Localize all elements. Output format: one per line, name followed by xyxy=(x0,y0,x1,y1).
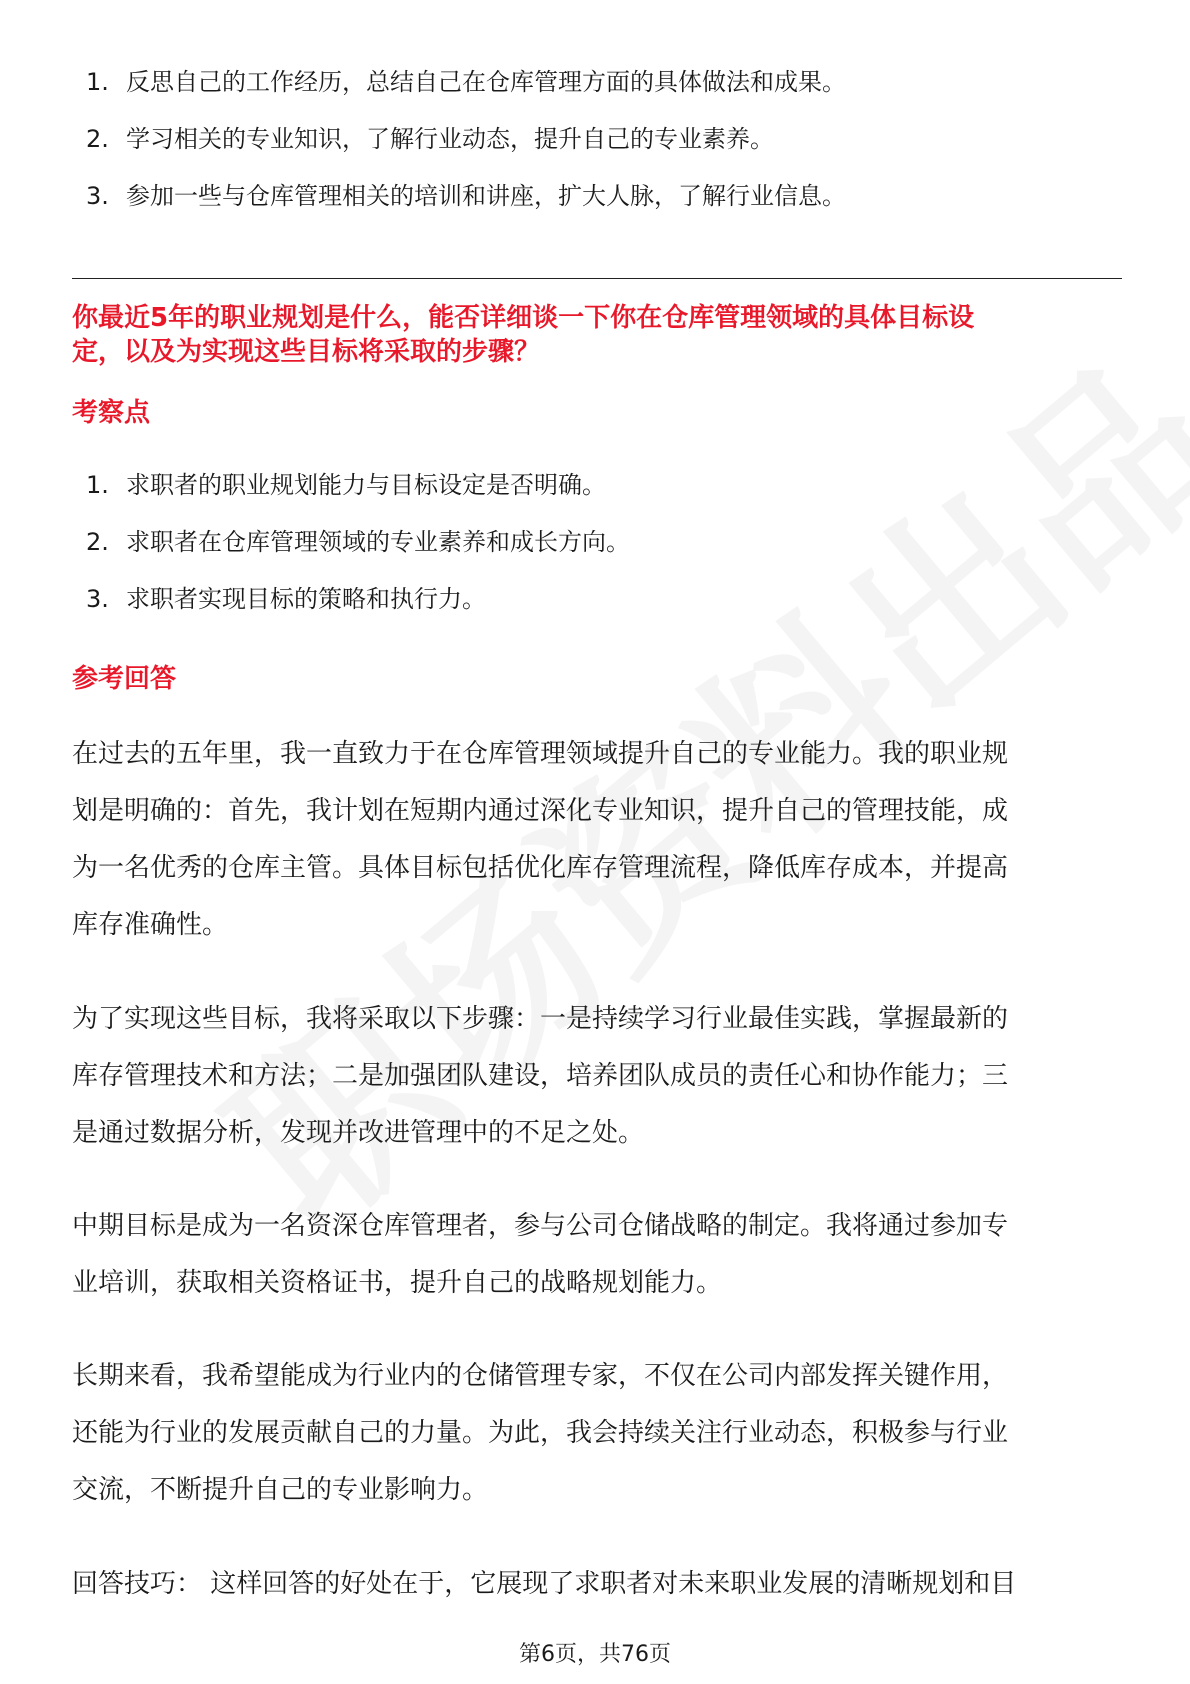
question-line-2: 定，以及为实现这些目标将采取的步骤？ xyxy=(72,337,541,367)
list-item: 3. 求职者实现目标的策略和执行力。 xyxy=(86,585,486,613)
evaluation-points-heading: 考察点 xyxy=(72,398,151,428)
list-item: 1. 反思自己的工作经历，总结自己在仓库管理方面的具体做法和成果。 xyxy=(86,68,846,96)
interview-question xyxy=(72,301,1122,369)
reference-answer-heading: 参考回答 xyxy=(72,664,177,694)
list-item: 3. 参加一些与仓库管理相关的培训和讲座，扩大人脉，了解行业信息。 xyxy=(86,182,846,210)
list-item: 2. 学习相关的专业知识，了解行业动态，提升自己的专业素养。 xyxy=(86,125,774,153)
answer-tips-paragraph: 回答技巧： 这样回答的好处在于，它展现了求职者对未来职业发展的清晰规划和目 xyxy=(72,1569,1017,1599)
section-divider xyxy=(72,278,1122,279)
answer-paragraph-2: 为了实现这些目标，我将采取以下步骤：一是持续学习行业最佳实践，掌握最新的 库存管理技术和方法；二是加强团队建设，培养团队成员的责任心和协作能力；三 是通过数据分析，发现并改进管理中的不足之处。 xyxy=(72,1004,1009,1148)
top-numbered-list xyxy=(86,66,846,237)
list-item: 2. 求职者在仓库管理领域的专业素养和成长方向。 xyxy=(86,528,630,556)
page-number-footer: 第6页，共76页 xyxy=(519,1642,671,1667)
question-line-1: 你最近5年的职业规划是什么，能否详细谈一下你在仓库管理领域的具体目标设 xyxy=(72,303,975,333)
answer-paragraph-4: 长期来看，我希望能成为行业内的仓储管理专家，不仅在公司内部发挥关键作用， 还能为行业的发展贡献自己的力量。为此，我会持续关注行业动态，积极参与行业 交流，不断提升自己的专业影响力。 xyxy=(72,1361,1009,1505)
evaluation-points-list xyxy=(86,469,630,640)
list-item: 1. 求职者的职业规划能力与目标设定是否明确。 xyxy=(86,471,606,499)
answer-paragraph-3: 中期目标是成为一名资深仓库管理者，参与公司仓储战略的制定。我将通过参加专 业培训，获取相关资格证书，提升自己的战略规划能力。 xyxy=(72,1211,1009,1298)
answer-paragraph-1: 在过去的五年里，我一直致力于在仓库管理领域提升自己的专业能力。我的职业规 划是明确的：首先，我计划在短期内通过深化专业知识，提升自己的管理技能，成 为一名优秀的仓库主管。具体目标包括优化库存管理流程，降低库存成本，并提高 库存准确性。 xyxy=(72,739,1009,940)
